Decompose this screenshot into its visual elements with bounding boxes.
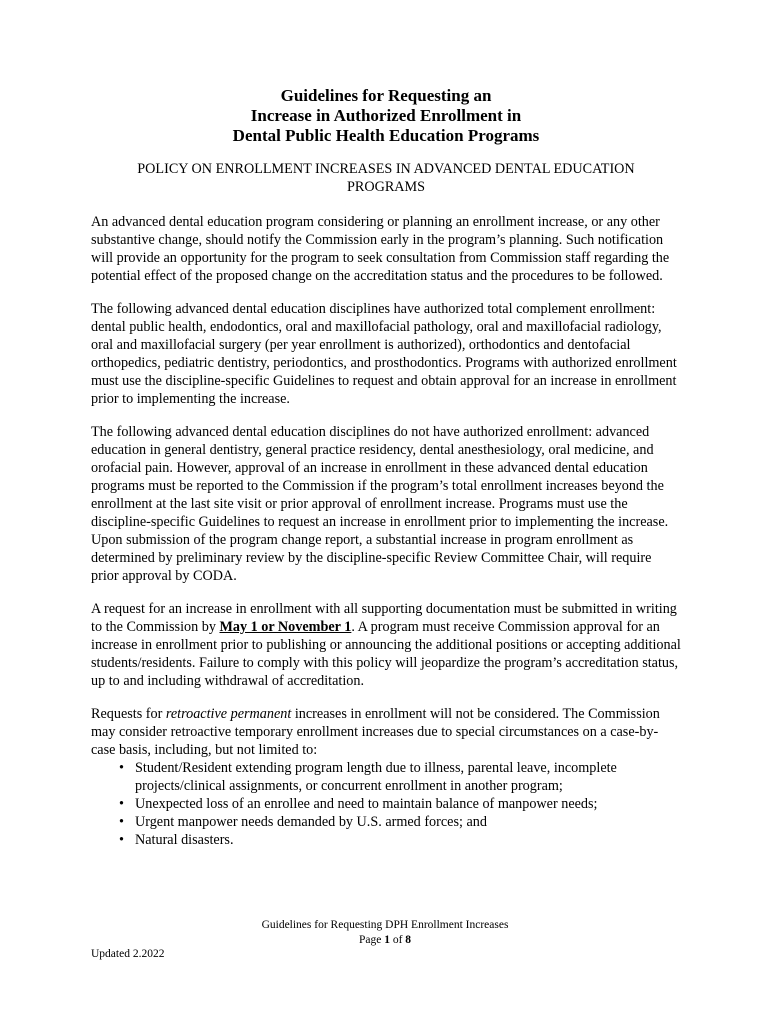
title-line-3: Dental Public Health Education Programs (232, 126, 540, 145)
paragraph-non-authorized-disciplines: The following advanced dental education disciplines do not have authorized enrollment: advanced education in general dentistry, general practice residency, dental anesthesiology, oral medicine, and orofacial pain. However, approval of an increase in enrollment in these advanced dental education programs must be reported to the Commission if the program’s total enrollment increases beyond the enrollment at the last site visit or prior approval of enrollment increase. Programs must use the discipline-specific Guidelines to request an increase in enrollment prior to implementing the increase. Upon submission of the program change report, a substantial increase in program enrollment as determined by preliminary review by the discipline-specific Review Committee Chair, will require prior approval by CODA. (91, 424, 669, 584)
title-line-1: Guidelines for Requesting an (280, 86, 492, 105)
paragraph-retroactive (91, 705, 681, 759)
document-page (91, 86, 681, 849)
updated-date: Updated 2.2022 (91, 948, 165, 960)
retroactive-text-after: increases in enrollment will not be considered. The Commission may consider retroactive temporary enrollment increases due to special circumstances on a case-by-case basis, including, but not limited to: (91, 706, 660, 758)
current-page: 1 (384, 934, 390, 946)
total-pages: 8 (405, 934, 412, 946)
list-item-text: Unexpected loss of an enrollee and need to maintain balance of manpower needs; (135, 796, 598, 812)
page-word: Page (358, 934, 385, 946)
circumstances-list (91, 759, 681, 849)
paragraph-notification: An advanced dental education program considering or planning an enrollment increase, or any other substantive change, should notify the Commission early in the program’s planning. Such notification will provide an opportunity for the program to seek consultation from Commission staff regarding the potential effect of the proposed change on the accreditation status and the procedures to be followed. (91, 214, 670, 284)
retroactive-permanent-emphasis: retroactive permanent (165, 706, 292, 722)
bullet-icon: • (119, 796, 124, 812)
page-footer (0, 918, 770, 948)
retroactive-text-before: Requests for (91, 706, 166, 722)
paragraph-authorized-disciplines: The following advanced dental education disciplines have authorized total complement enrollment: dental public health, endodontics, oral and maxillofacial pathology, oral and maxillofacial radiology, oral and maxillofacial surgery (per year enrollment is authorized), orthodontics and dentofacial orthopedics, pediatric dentistry, periodontics, and prosthodontics. Programs with authorized enrollment must use the discipline-specific Guidelines to request and obtain approval for an increase in enrollment prior to implementing the increase. (91, 301, 677, 407)
title-line-2: Increase in Authorized Enrollment in (250, 106, 522, 125)
bullet-icon: • (119, 832, 124, 848)
policy-heading-line-2: PROGRAMS (346, 179, 426, 195)
list-item (119, 795, 681, 813)
list-item (119, 759, 681, 795)
list-item-text: Natural disasters. (135, 832, 234, 848)
page-number (0, 933, 770, 948)
bullet-icon: • (119, 814, 124, 830)
list-item-text: Student/Resident extending program length due to illness, parental leave, incomplete projects/clinical assignments, or concurrent enrollment in another program; (135, 760, 617, 794)
deadline-text-after: . A program must receive Commission approval for an increase in enrollment prior to publishing or announcing the additional positions or accepting additional students/residents. Failure to comply with this policy will jeopardize the program’s accreditation status, up to and including withdrawal of accreditation. (91, 619, 681, 689)
policy-heading-line-1: POLICY ON ENROLLMENT INCREASES IN ADVANCED DENTAL EDUCATION (137, 161, 635, 177)
bullet-icon: • (119, 760, 124, 776)
list-item-text: Urgent manpower needs demanded by U.S. armed forces; and (135, 814, 487, 830)
deadline-text-before: A request for an increase in enrollment with all supporting documentation must be submitted in writing to the Commission by (91, 601, 677, 635)
list-item (119, 813, 681, 831)
of-word: of (389, 934, 406, 946)
paragraph-submission-deadline (91, 600, 681, 690)
document-title (91, 86, 681, 146)
deadline-dates: May 1 or November 1 (219, 619, 352, 635)
policy-heading (91, 160, 681, 196)
list-item (119, 831, 681, 849)
footer-document-title: Guidelines for Requesting DPH Enrollment Increases (261, 919, 509, 931)
